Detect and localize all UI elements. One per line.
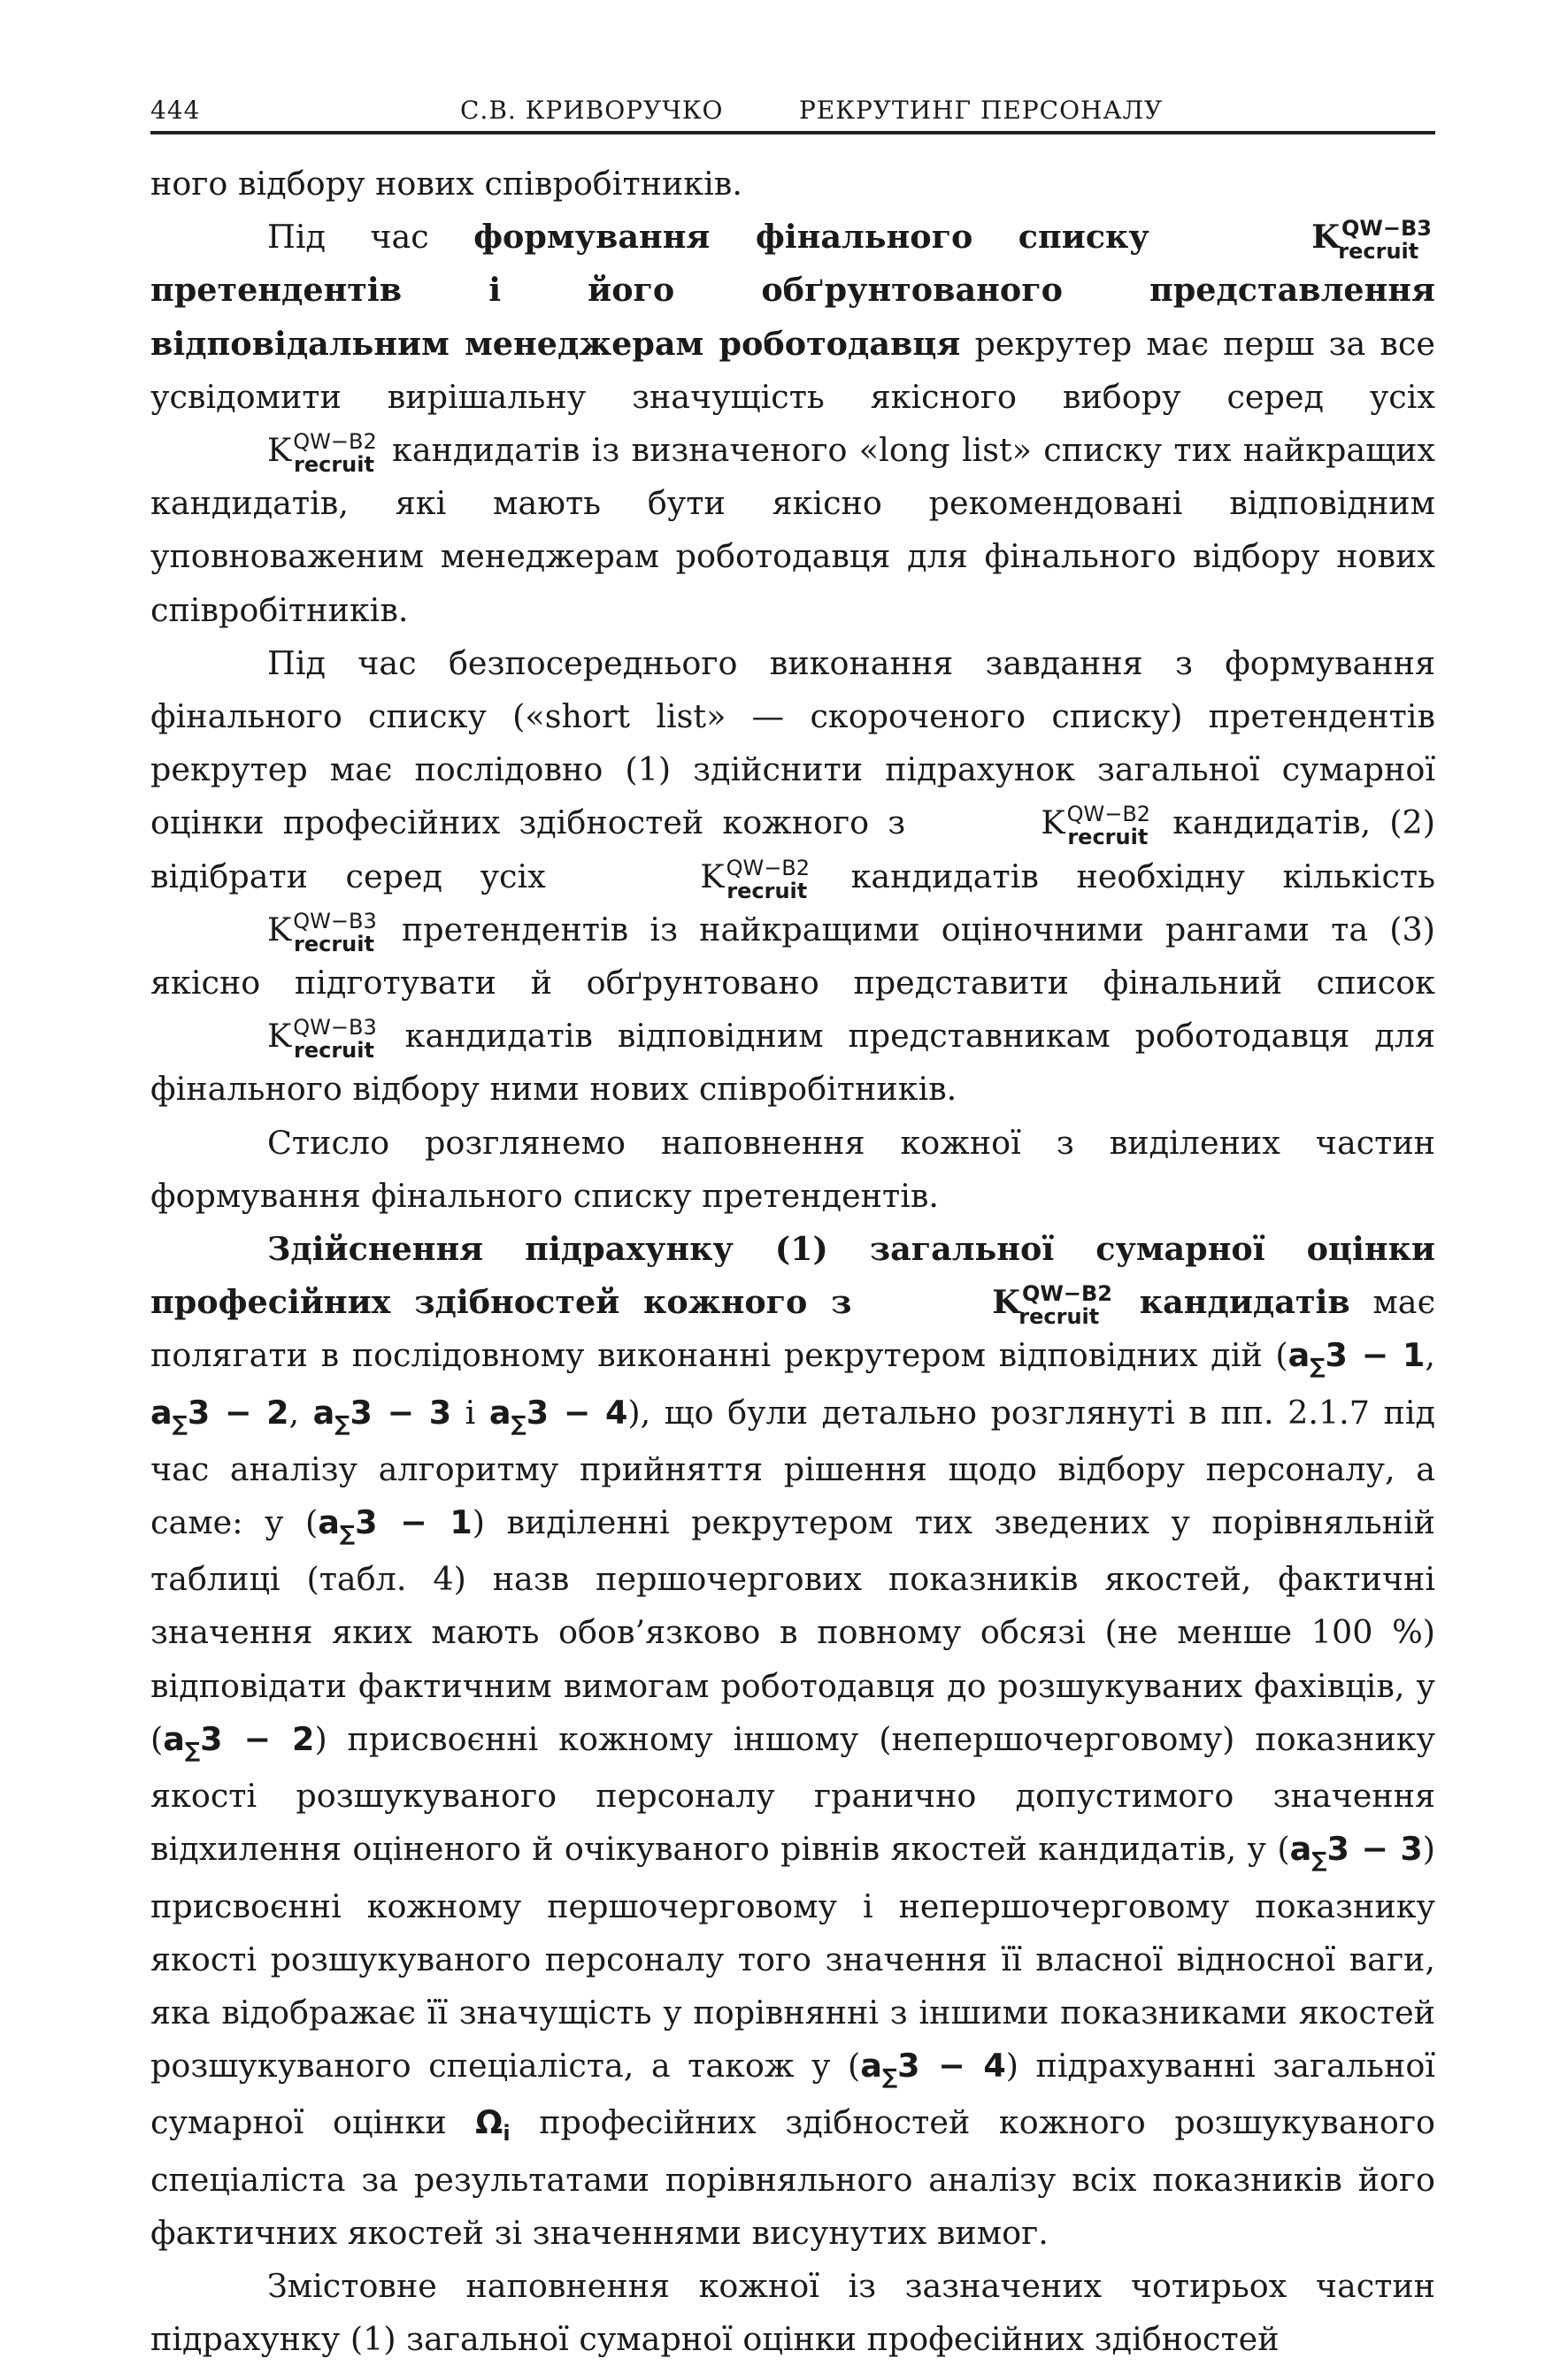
k-letter: K (267, 1017, 292, 1056)
p5-text-2: ), що були детально розглянуті в пп. 2.1.7 під час аналізу алгоритму прийняття рішення щодо відбору персоналу, а саме: у ( (150, 1393, 1435, 1542)
paragraph-3 (150, 637, 1435, 1117)
p2-bold-2: претендентів і його обґрунтованого представлення відповідальним менеджерам роботодавця (150, 271, 1435, 363)
p3-text-5: кандидатів відповідним представникам роботодавця для фінального відбору ними нових співробітників. (150, 1017, 1435, 1109)
step-label: 3 − 4 (526, 1393, 628, 1432)
a-letter: a (860, 2047, 882, 2086)
step-a3 (1289, 1830, 1423, 1873)
author-name: С.В. КРИВОРУЧКО (460, 96, 724, 125)
sigma-subscript: ∑ (1310, 1354, 1326, 1379)
book-title: РЕКРУТИНГ ПЕРСОНАЛУ (799, 96, 1164, 125)
p5-bold-2: кандидатів (1115, 1283, 1350, 1322)
sigma-subscript: ∑ (881, 2064, 898, 2090)
p2-text-1: Під час (267, 218, 474, 257)
step-label: 3 − 1 (1325, 1336, 1426, 1375)
k-superscript: QW−B2 (1022, 1281, 1112, 1307)
p5-text-5: ) присвоєнні кожному першочерговому і непершочерговому показнику якості розшукуваного персоналу того значення її власної відносної ваги, яка відображає її значущість у порівнянні з іншими показниками якостей розшукуваного спеціаліста, а також у ( (150, 1830, 1435, 2086)
k-letter: K (700, 857, 725, 895)
step-label: 3 − 2 (187, 1393, 289, 1432)
k-superscript: QW−B2 (1066, 802, 1151, 827)
k-subscript: recruit (1018, 1304, 1100, 1330)
a-letter: a (488, 1393, 511, 1432)
p5-sep-3: і (451, 1393, 489, 1432)
step-a2 (163, 1719, 315, 1763)
p5-sep-2: , (288, 1393, 313, 1432)
k-superscript: QW−B3 (1341, 216, 1432, 242)
k-symbol-b2 (150, 429, 380, 478)
paragraph-2 (150, 211, 1435, 637)
p5-text-1: має полягати в послідовному виконанні рекрутером відповідних дій ( (150, 1283, 1436, 1375)
step-a1 (318, 1503, 473, 1547)
p3-text-3: кандидатів необхідну кількість (813, 857, 1435, 895)
sigma-subscript: ∑ (339, 1521, 356, 1547)
paragraph-4 (150, 1117, 1435, 1223)
p5-text-6: ) підрахуванні загальної сумарної оцінки (150, 2047, 1435, 2142)
sigma-subscript: ∑ (184, 1737, 201, 1763)
k-symbol-b3 (150, 1015, 380, 1064)
step-label: 3 − 3 (350, 1393, 452, 1432)
a-letter: a (163, 1719, 185, 1758)
p4-text-1: Стисло розглянемо наповнення кожної з виділених частин формування фінального списку претендентів. (150, 1123, 1435, 1215)
k-symbol-b3 (1195, 216, 1435, 265)
step-a3 (312, 1393, 452, 1436)
k-superscript: QW−B3 (293, 908, 377, 933)
a-letter: a (150, 1393, 173, 1432)
step-label: 3 − 4 (897, 2047, 1006, 2086)
k-symbol-b2 (583, 855, 813, 903)
paragraph-6 (150, 2260, 1435, 2366)
k-subscript: recruit (1338, 239, 1419, 265)
a-letter: a (1289, 1830, 1312, 1869)
paragraph-1-text: ного відбору нових співробітників. (150, 165, 742, 203)
sigma-subscript: ∑ (1311, 1847, 1327, 1873)
step-a2 (150, 1393, 289, 1436)
step-a4 (860, 2047, 1006, 2090)
sigma-subscript: ∑ (334, 1410, 350, 1436)
p5-sep-1: , (1425, 1336, 1435, 1375)
k-letter: K (1041, 803, 1065, 842)
k-superscript: QW−B3 (293, 1015, 377, 1041)
step-a4 (488, 1393, 628, 1436)
k-letter: K (267, 431, 292, 470)
step-label: 3 − 1 (355, 1503, 473, 1542)
a-letter: a (318, 1503, 340, 1542)
k-symbol-b2 (924, 802, 1154, 850)
p5-text-4: ) присвоєнні кожному іншому (непершочерговому) показнику якості розшукуваного персоналу гранично допустимого значення відхилення оціненого й очікуваного рівнів якостей кандидатів, у ( (150, 1719, 1435, 1869)
k-letter: K (267, 910, 292, 949)
k-letter: K (992, 1283, 1020, 1322)
k-superscript: QW−B2 (293, 429, 377, 455)
p3-text-1: Під час безпосереднього виконання завдання з формування фінального списку («short list» — скороченого списку) претендентів рекрутер має послідовно (1) здійснити підрахунок загальної сумарної оцінки професійних здібностей кожного з (150, 643, 1435, 842)
p5-text-7: професійних здібностей кожного розшукуваного спеціаліста за результатами порівняльного аналізу всіх показників його фактичних якостей зі значеннями висунутих вимог. (150, 2103, 1435, 2252)
a-letter: a (312, 1393, 335, 1432)
k-subscript: recruit (726, 878, 808, 903)
p2-text-3: кандидатів із визначеного «long list» списку тих найкращих кандидатів, які мають бути якісно рекомендовані відповідним уповноваженим менеджерам роботодавця для фінального відбору нових співробітників. (150, 431, 1435, 629)
running-header (150, 88, 1435, 134)
sigma-subscript: ∑ (511, 1410, 527, 1436)
paragraph-5 (150, 1223, 1435, 2260)
paragraph-1 (150, 157, 1435, 211)
p3-text-4: претендентів із найкращими оціночними рангами та (3) якісно підготувати й обґрунтовано представити фінальний список (150, 910, 1435, 1002)
k-subscript: recruit (294, 931, 374, 956)
a-letter: a (1287, 1336, 1311, 1375)
p5-text-3: ) виділенні рекрутером тих зведених у порівняльній таблиці (табл. 4) назв першочергових показників якостей, фактичні значення яких мають обов’язково в повному обсязі (не менше 100 %) відповідати фактичним вимогам роботодавця до розшукуваних фахівців, у ( (150, 1503, 1435, 1758)
step-a1 (1287, 1336, 1426, 1379)
p3-text-2: кандидатів, (2) відібрати серед усіх (150, 803, 1435, 895)
omega-symbol (475, 2103, 511, 2147)
p2-text-2: рекрутер має перш за все усвідомити вирішальну значущість якісного вибору серед усіх (150, 324, 1435, 416)
step-label: 3 − 3 (1326, 1830, 1423, 1869)
k-subscript: recruit (1067, 825, 1149, 850)
page-number: 444 (150, 96, 201, 125)
p5-bold-1: Здійснення підрахунку (1) загальної сумарної оцінки професійних здібностей кожного з (150, 1230, 1435, 1322)
omega-letter: Ω (475, 2103, 503, 2142)
omega-subscript: i (503, 2121, 511, 2147)
body-text (150, 157, 1435, 2366)
p6-text-1: Змістовне наповнення кожної із зазначених чотирьох частин підрахунку (1) загальної сумарної оцінки професійних здібностей (150, 2266, 1435, 2359)
sigma-subscript: ∑ (172, 1410, 188, 1436)
k-subscript: recruit (294, 452, 374, 478)
k-symbol-b3 (150, 908, 380, 956)
k-subscript: recruit (294, 1038, 374, 1064)
k-symbol-b2 (875, 1281, 1116, 1330)
k-superscript: QW−B2 (726, 855, 811, 880)
p2-bold-1: формування фінального списку (473, 218, 1195, 257)
k-letter: K (1311, 218, 1341, 257)
step-label: 3 − 2 (200, 1719, 315, 1758)
